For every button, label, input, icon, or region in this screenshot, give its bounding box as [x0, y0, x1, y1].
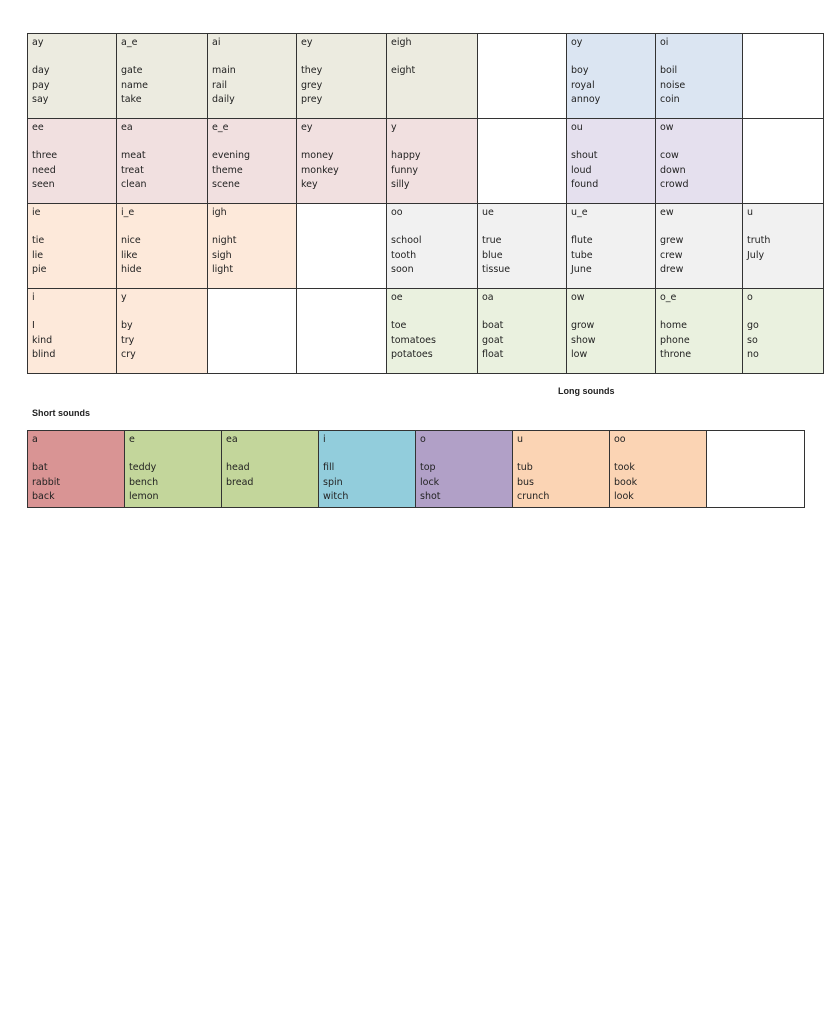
example-word: annoy — [571, 94, 601, 105]
example-word: night — [212, 235, 237, 246]
example-word: show — [571, 334, 596, 346]
short-sounds-table — [27, 430, 805, 508]
example-word: down — [660, 164, 686, 176]
grapheme-label: oe — [391, 292, 403, 303]
phoneme-cell — [387, 289, 478, 374]
example-word: seen — [32, 179, 55, 190]
example-word: day — [32, 65, 50, 76]
example-word: clean — [121, 179, 147, 190]
grapheme-label: e_e — [212, 122, 229, 133]
example-word: money — [301, 150, 334, 161]
grapheme-label: ew — [660, 207, 674, 218]
example-word: true — [482, 235, 502, 246]
phoneme-cell — [743, 34, 824, 119]
example-word: meat — [121, 150, 146, 161]
example-word: happy — [391, 150, 421, 161]
long-sounds-row — [28, 289, 824, 374]
grapheme-label: eigh — [391, 37, 412, 48]
grapheme-label: e — [129, 434, 135, 445]
grapheme-label: ee — [32, 122, 44, 133]
example-word: back — [32, 491, 55, 502]
phoneme-cell — [117, 204, 208, 289]
phoneme-cell — [567, 289, 656, 374]
example-word: royal — [571, 79, 595, 91]
example-word: coin — [660, 94, 680, 105]
phoneme-cell — [222, 431, 319, 508]
phoneme-cell — [656, 289, 743, 374]
grapheme-label — [301, 291, 382, 305]
example-word: June — [571, 264, 592, 275]
example-word: soon — [391, 264, 414, 275]
grapheme-label: ea — [121, 122, 133, 133]
grapheme-label: i_e — [121, 207, 135, 218]
grapheme-label: ay — [32, 37, 44, 48]
phoneme-cell — [567, 34, 656, 119]
grapheme-label: oa — [482, 292, 494, 303]
grapheme-label: u — [747, 207, 754, 218]
phoneme-cell — [610, 431, 707, 508]
example-word: boat — [482, 320, 504, 331]
short-sounds-caption: Short sounds — [32, 408, 90, 418]
example-word: take — [121, 94, 142, 105]
example-word: go — [747, 320, 759, 331]
example-word: crunch — [517, 491, 550, 502]
grapheme-label: a_e — [121, 37, 138, 48]
example-word: funny — [391, 164, 419, 176]
grapheme-label: oi — [660, 37, 669, 48]
example-word: crew — [660, 249, 683, 261]
example-word: flute — [571, 235, 593, 246]
example-word: bread — [226, 476, 254, 488]
example-word: lock — [420, 476, 440, 488]
grapheme-label — [301, 206, 382, 220]
example-word: pay — [32, 79, 50, 91]
example-word: treat — [121, 164, 144, 176]
grapheme-label: ow — [571, 292, 585, 303]
example-word: teddy — [129, 462, 157, 473]
grapheme-label: ou — [571, 122, 583, 133]
example-word: bus — [517, 476, 535, 488]
example-word: tissue — [482, 264, 511, 275]
example-word: tomatoes — [391, 334, 436, 346]
example-word: name — [121, 79, 148, 91]
example-word: shot — [420, 491, 441, 502]
grapheme-label: y — [121, 292, 127, 303]
grapheme-label: igh — [212, 207, 227, 218]
example-word: home — [660, 320, 687, 331]
example-word: noise — [660, 79, 686, 91]
example-word: rail — [212, 79, 228, 91]
example-word: grew — [660, 235, 684, 246]
grapheme-label: ow — [660, 122, 674, 133]
phoneme-cell — [297, 119, 387, 204]
grapheme-label: o_e — [660, 292, 677, 303]
example-word: book — [614, 476, 638, 488]
example-word: light — [212, 264, 234, 275]
grapheme-label: ey — [301, 37, 313, 48]
example-word: cry — [121, 349, 136, 360]
example-word: theme — [212, 164, 243, 176]
grapheme-label: oy — [571, 37, 583, 48]
example-word: hide — [121, 264, 142, 275]
grapheme-label: y — [391, 122, 397, 133]
example-word: boy — [571, 65, 589, 76]
example-word: rabbit — [32, 476, 61, 488]
example-word: took — [614, 462, 635, 473]
example-word: key — [301, 179, 318, 190]
example-word: lemon — [129, 491, 159, 502]
grapheme-label: o — [747, 292, 753, 303]
example-word: top — [420, 462, 436, 473]
phoneme-cell — [297, 34, 387, 119]
grapheme-label: i — [32, 292, 35, 303]
example-word: fill — [323, 462, 335, 473]
example-word: potatoes — [391, 349, 433, 360]
example-word: grey — [301, 79, 323, 91]
example-word: blind — [32, 349, 56, 360]
example-word: prey — [301, 94, 323, 105]
example-word: crowd — [660, 179, 689, 190]
example-word: found — [571, 179, 599, 190]
example-word: grow — [571, 320, 595, 331]
example-word: drew — [660, 264, 684, 275]
grapheme-label: o — [420, 434, 426, 445]
phoneme-cell — [707, 431, 805, 508]
example-word: like — [121, 249, 138, 261]
phoneme-cell — [117, 119, 208, 204]
example-word: so — [747, 334, 758, 346]
grapheme-label — [212, 291, 292, 305]
example-word: I — [32, 320, 35, 331]
phoneme-cell — [656, 34, 743, 119]
phoneme-cell — [387, 34, 478, 119]
grapheme-label — [482, 121, 562, 135]
example-word: sigh — [212, 249, 232, 261]
example-word: nice — [121, 235, 141, 246]
example-word: three — [32, 150, 58, 161]
example-word: bat — [32, 462, 48, 473]
phoneme-cell — [567, 119, 656, 204]
example-word: main — [212, 65, 236, 76]
phoneme-cell — [28, 431, 125, 508]
example-word: tooth — [391, 249, 417, 261]
phoneme-cell — [743, 289, 824, 374]
phoneme-cell — [28, 119, 117, 204]
grapheme-label: ue — [482, 207, 494, 218]
phoneme-cell — [208, 119, 297, 204]
example-word: need — [32, 164, 56, 176]
example-word: bench — [129, 476, 159, 488]
phoneme-cell — [208, 289, 297, 374]
phoneme-cell — [387, 204, 478, 289]
long-sounds-row — [28, 204, 824, 289]
grapheme-label: u_e — [571, 207, 588, 218]
grapheme-label — [482, 36, 562, 50]
example-word: evening — [212, 150, 251, 161]
phoneme-cell — [416, 431, 513, 508]
example-word: loud — [571, 164, 592, 176]
phoneme-cell — [656, 204, 743, 289]
phoneme-cell — [478, 34, 567, 119]
long-sounds-row — [28, 119, 824, 204]
phoneme-cell — [208, 204, 297, 289]
example-word: tube — [571, 249, 593, 261]
grapheme-label: a — [32, 434, 38, 445]
example-word: spin — [323, 476, 343, 488]
example-word: try — [121, 334, 135, 346]
example-word: float — [482, 349, 504, 360]
phoneme-cell — [478, 289, 567, 374]
long-sounds-table — [27, 33, 824, 374]
phoneme-cell — [28, 204, 117, 289]
phoneme-cell — [743, 204, 824, 289]
example-word: monkey — [301, 164, 339, 176]
example-word: blue — [482, 249, 503, 261]
phoneme-cell — [28, 34, 117, 119]
example-word: cow — [660, 150, 679, 161]
phoneme-cell — [319, 431, 416, 508]
example-word: gate — [121, 65, 143, 76]
example-word: no — [747, 349, 759, 360]
grapheme-label: ie — [32, 207, 41, 218]
grapheme-label: oo — [391, 207, 403, 218]
grapheme-label: i — [323, 434, 326, 445]
example-word: kind — [32, 334, 53, 346]
example-word: goat — [482, 334, 504, 346]
example-word: head — [226, 462, 250, 473]
grapheme-label: oo — [614, 434, 626, 445]
grapheme-label: ea — [226, 434, 238, 445]
short-sounds-row — [28, 431, 805, 508]
example-word: lie — [32, 249, 44, 261]
grapheme-label: ey — [301, 122, 313, 133]
example-word: pie — [32, 264, 47, 275]
long-sounds-row — [28, 34, 824, 119]
phoneme-cell — [117, 289, 208, 374]
phoneme-cell — [297, 204, 387, 289]
example-word: truth — [747, 235, 771, 246]
example-word: boil — [660, 65, 678, 76]
example-word: say — [32, 94, 49, 105]
phoneme-cell — [387, 119, 478, 204]
phoneme-cell — [28, 289, 117, 374]
example-word: tub — [517, 462, 533, 473]
example-word: look — [614, 491, 634, 502]
example-word: tie — [32, 235, 45, 246]
phoneme-cell — [478, 204, 567, 289]
phoneme-cell — [567, 204, 656, 289]
example-word: by — [121, 320, 133, 331]
example-word: toe — [391, 320, 407, 331]
phoneme-cell — [656, 119, 743, 204]
example-word: July — [747, 249, 765, 261]
example-word: witch — [323, 491, 349, 502]
example-word: they — [301, 65, 323, 76]
example-word: phone — [660, 334, 690, 346]
grapheme-label: u — [517, 434, 524, 445]
phoneme-cell — [125, 431, 222, 508]
example-word: scene — [212, 179, 240, 190]
phoneme-cell — [743, 119, 824, 204]
example-word: throne — [660, 349, 692, 360]
phoneme-cell — [117, 34, 208, 119]
example-word: school — [391, 235, 422, 246]
example-word: silly — [391, 179, 410, 190]
example-word: eight — [391, 65, 416, 76]
example-word: low — [571, 349, 588, 360]
example-word: daily — [212, 94, 235, 105]
phoneme-cell — [208, 34, 297, 119]
phoneme-cell — [513, 431, 610, 508]
grapheme-label: ai — [212, 37, 221, 48]
example-word: shout — [571, 150, 598, 161]
grapheme-label — [747, 121, 819, 135]
phoneme-cell — [297, 289, 387, 374]
grapheme-label — [747, 36, 819, 50]
grapheme-label — [711, 433, 800, 447]
long-sounds-caption: Long sounds — [558, 386, 615, 396]
phoneme-cell — [478, 119, 567, 204]
